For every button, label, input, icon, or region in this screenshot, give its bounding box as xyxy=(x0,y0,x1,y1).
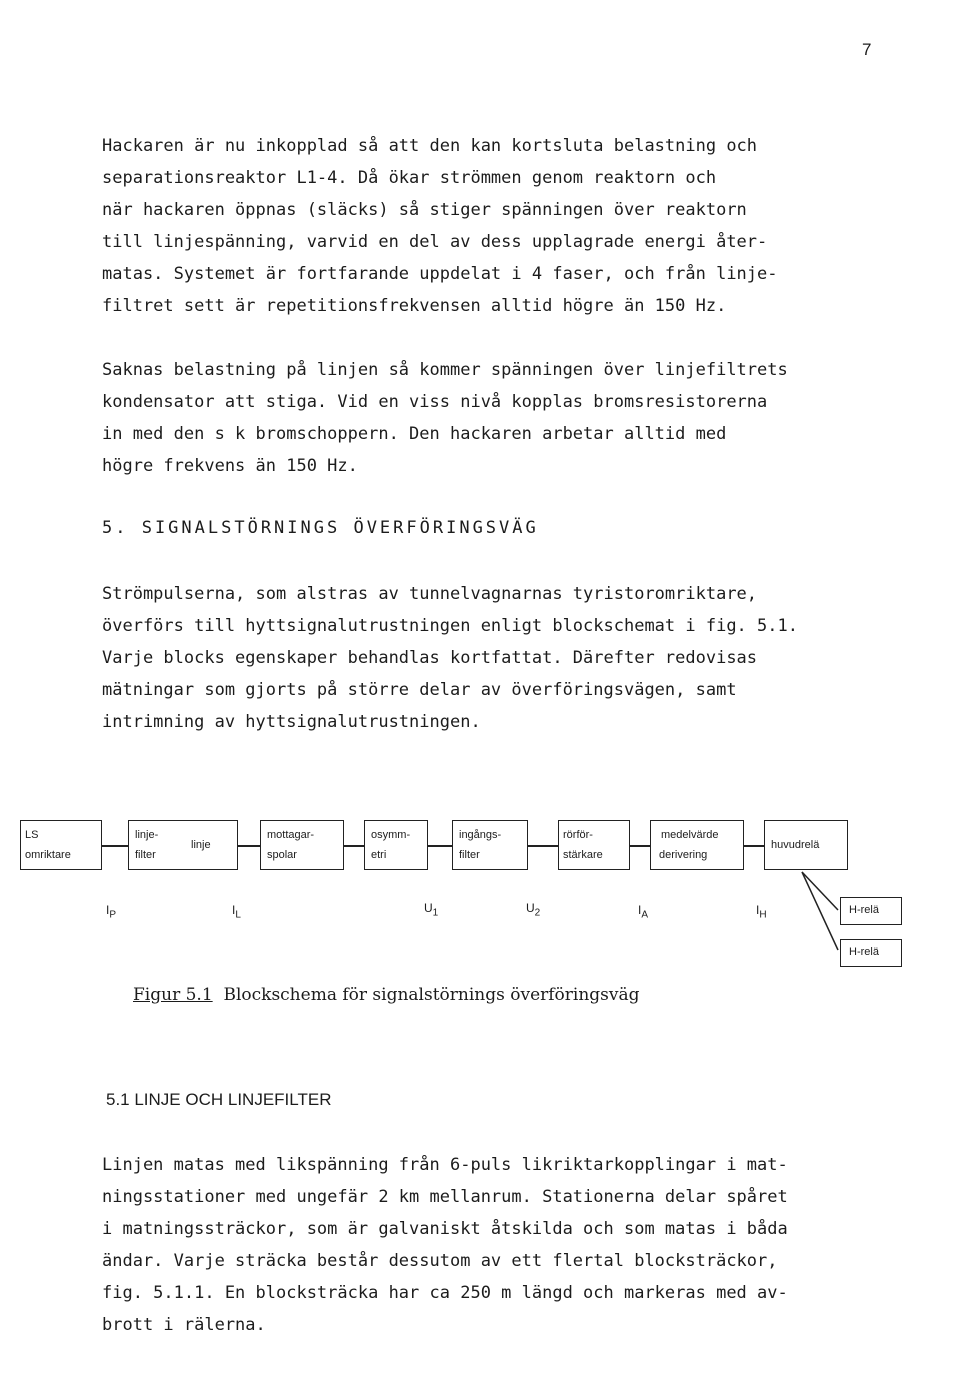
text-line: till linjespänning, varvid en del av dess upplagrade energi åter- xyxy=(102,232,768,252)
signal-label: $I_H$ xyxy=(756,903,767,921)
block-label: filter xyxy=(135,849,156,861)
text-line: högre frekvens än 150 Hz. xyxy=(102,456,358,476)
section-heading-5-1: 5.1 LINJE OCH LINJEFILTER xyxy=(106,1090,332,1109)
paragraph-1 xyxy=(102,130,832,322)
text-line: ningsstationer med ungefär 2 km mellanrum. Stationerna delar spåret xyxy=(102,1187,788,1207)
text-line: Saknas belastning på linjen så kommer spänningen över linjefiltrets xyxy=(102,360,788,380)
block-label: stärkare xyxy=(563,849,603,861)
block-label: linje xyxy=(191,839,211,851)
block-huvudrela xyxy=(764,820,848,870)
block-h-rela-1 xyxy=(840,897,902,925)
text-line: filtret sett är repetitionsfrekvensen alltid högre än 150 Hz. xyxy=(102,296,727,316)
block-ingangsfilter xyxy=(452,820,528,870)
text-line: kondensator att stiga. Vid en viss nivå kopplas bromsresistorerna xyxy=(102,392,768,412)
text-line: Strömpulserna, som alstras av tunnelvagnarnas tyristoromriktare, xyxy=(102,584,758,604)
signal-label: $U_2$ xyxy=(526,901,541,919)
block-label: H-relä xyxy=(849,946,879,958)
relay-connector-lines xyxy=(800,870,840,960)
text-line: matas. Systemet är fortfarande uppdelat i 4 faser, och från linje- xyxy=(102,264,778,284)
block-mottagarspolar xyxy=(260,820,344,870)
block-rorforstarkare xyxy=(558,820,630,870)
text-line: intrimning av hyttsignalutrustningen. xyxy=(102,712,481,732)
block-label: medelvärde xyxy=(661,829,719,841)
signal-label: $I_A$ xyxy=(638,903,649,921)
connector-line xyxy=(744,845,764,847)
section-heading-5: 5. SIGNALSTÖRNINGS ÖVERFÖRINGSVÄG xyxy=(102,518,539,538)
block-label: linje- xyxy=(135,829,159,841)
block-label: huvudrelä xyxy=(771,839,820,851)
figure-number: Figur 5.1 xyxy=(133,985,213,1005)
block-medelvarde xyxy=(650,820,744,870)
block-label: osymm- xyxy=(371,829,411,841)
text-line: ändar. Varje sträcka består dessutom av ett flertal blocksträckor, xyxy=(102,1251,778,1271)
text-line: Varje blocks egenskaper behandlas kortfattat. Därefter redovisas xyxy=(102,648,758,668)
block-linjefilter xyxy=(128,820,238,870)
figure-title: Blockschema för signalstörnings överföringsväg xyxy=(223,985,640,1005)
block-label: omriktare xyxy=(25,849,71,861)
connector-line xyxy=(428,845,452,847)
block-label: ingångs- xyxy=(459,829,502,841)
text-line: mätningar som gjorts på större delar av överföringsvägen, samt xyxy=(102,680,737,700)
signal-label: $U_1$ xyxy=(424,901,439,919)
paragraph-3 xyxy=(102,578,832,738)
text-line: Hackaren är nu inkopplad så att den kan kortsluta belastning och xyxy=(102,136,758,156)
connector-line xyxy=(238,845,260,847)
block-label: spolar xyxy=(267,849,297,861)
block-osymmetri xyxy=(364,820,428,870)
block-label: rörför- xyxy=(563,829,593,841)
block-label: H-relä xyxy=(849,904,879,916)
text-line: brott i rälerna. xyxy=(102,1315,266,1335)
text-line: fig. 5.1.1. En blocksträcka har ca 250 m längd och markeras med av- xyxy=(102,1283,788,1303)
block-label: derivering xyxy=(659,849,708,861)
text-line: in med den s k bromschoppern. Den hackaren arbetar alltid med xyxy=(102,424,727,444)
block-label: mottagar- xyxy=(267,829,315,841)
block-ls-omriktare xyxy=(20,820,102,870)
block-label: filter xyxy=(459,849,480,861)
figure-caption xyxy=(133,985,640,1005)
connector-line xyxy=(630,845,650,847)
block-diagram xyxy=(20,815,920,975)
text-line: i matningssträckor, som är galvaniskt åtskilda och som matas i båda xyxy=(102,1219,788,1239)
signal-label: $I_L$ xyxy=(232,903,241,921)
paragraph-4 xyxy=(102,1149,832,1341)
text-line: Linjen matas med likspänning från 6-puls likriktarkopplingar i mat- xyxy=(102,1155,788,1175)
paragraph-2 xyxy=(102,354,832,482)
block-label: LS xyxy=(25,829,39,841)
block-h-rela-2 xyxy=(840,939,902,967)
text-line: överförs till hyttsignalutrustningen enligt blockschemat i fig. 5.1. xyxy=(102,616,798,636)
signal-label: $I_P$ xyxy=(106,903,117,921)
connector-line xyxy=(102,845,128,847)
text-line: när hackaren öppnas (släcks) så stiger spänningen över reaktorn xyxy=(102,200,747,220)
connector-line xyxy=(344,845,364,847)
page-number: 7 xyxy=(862,40,872,59)
text-line: separationsreaktor L1-4. Då ökar strömmen genom reaktorn och xyxy=(102,168,717,188)
block-label: etri xyxy=(371,849,387,861)
connector-line xyxy=(528,845,558,847)
